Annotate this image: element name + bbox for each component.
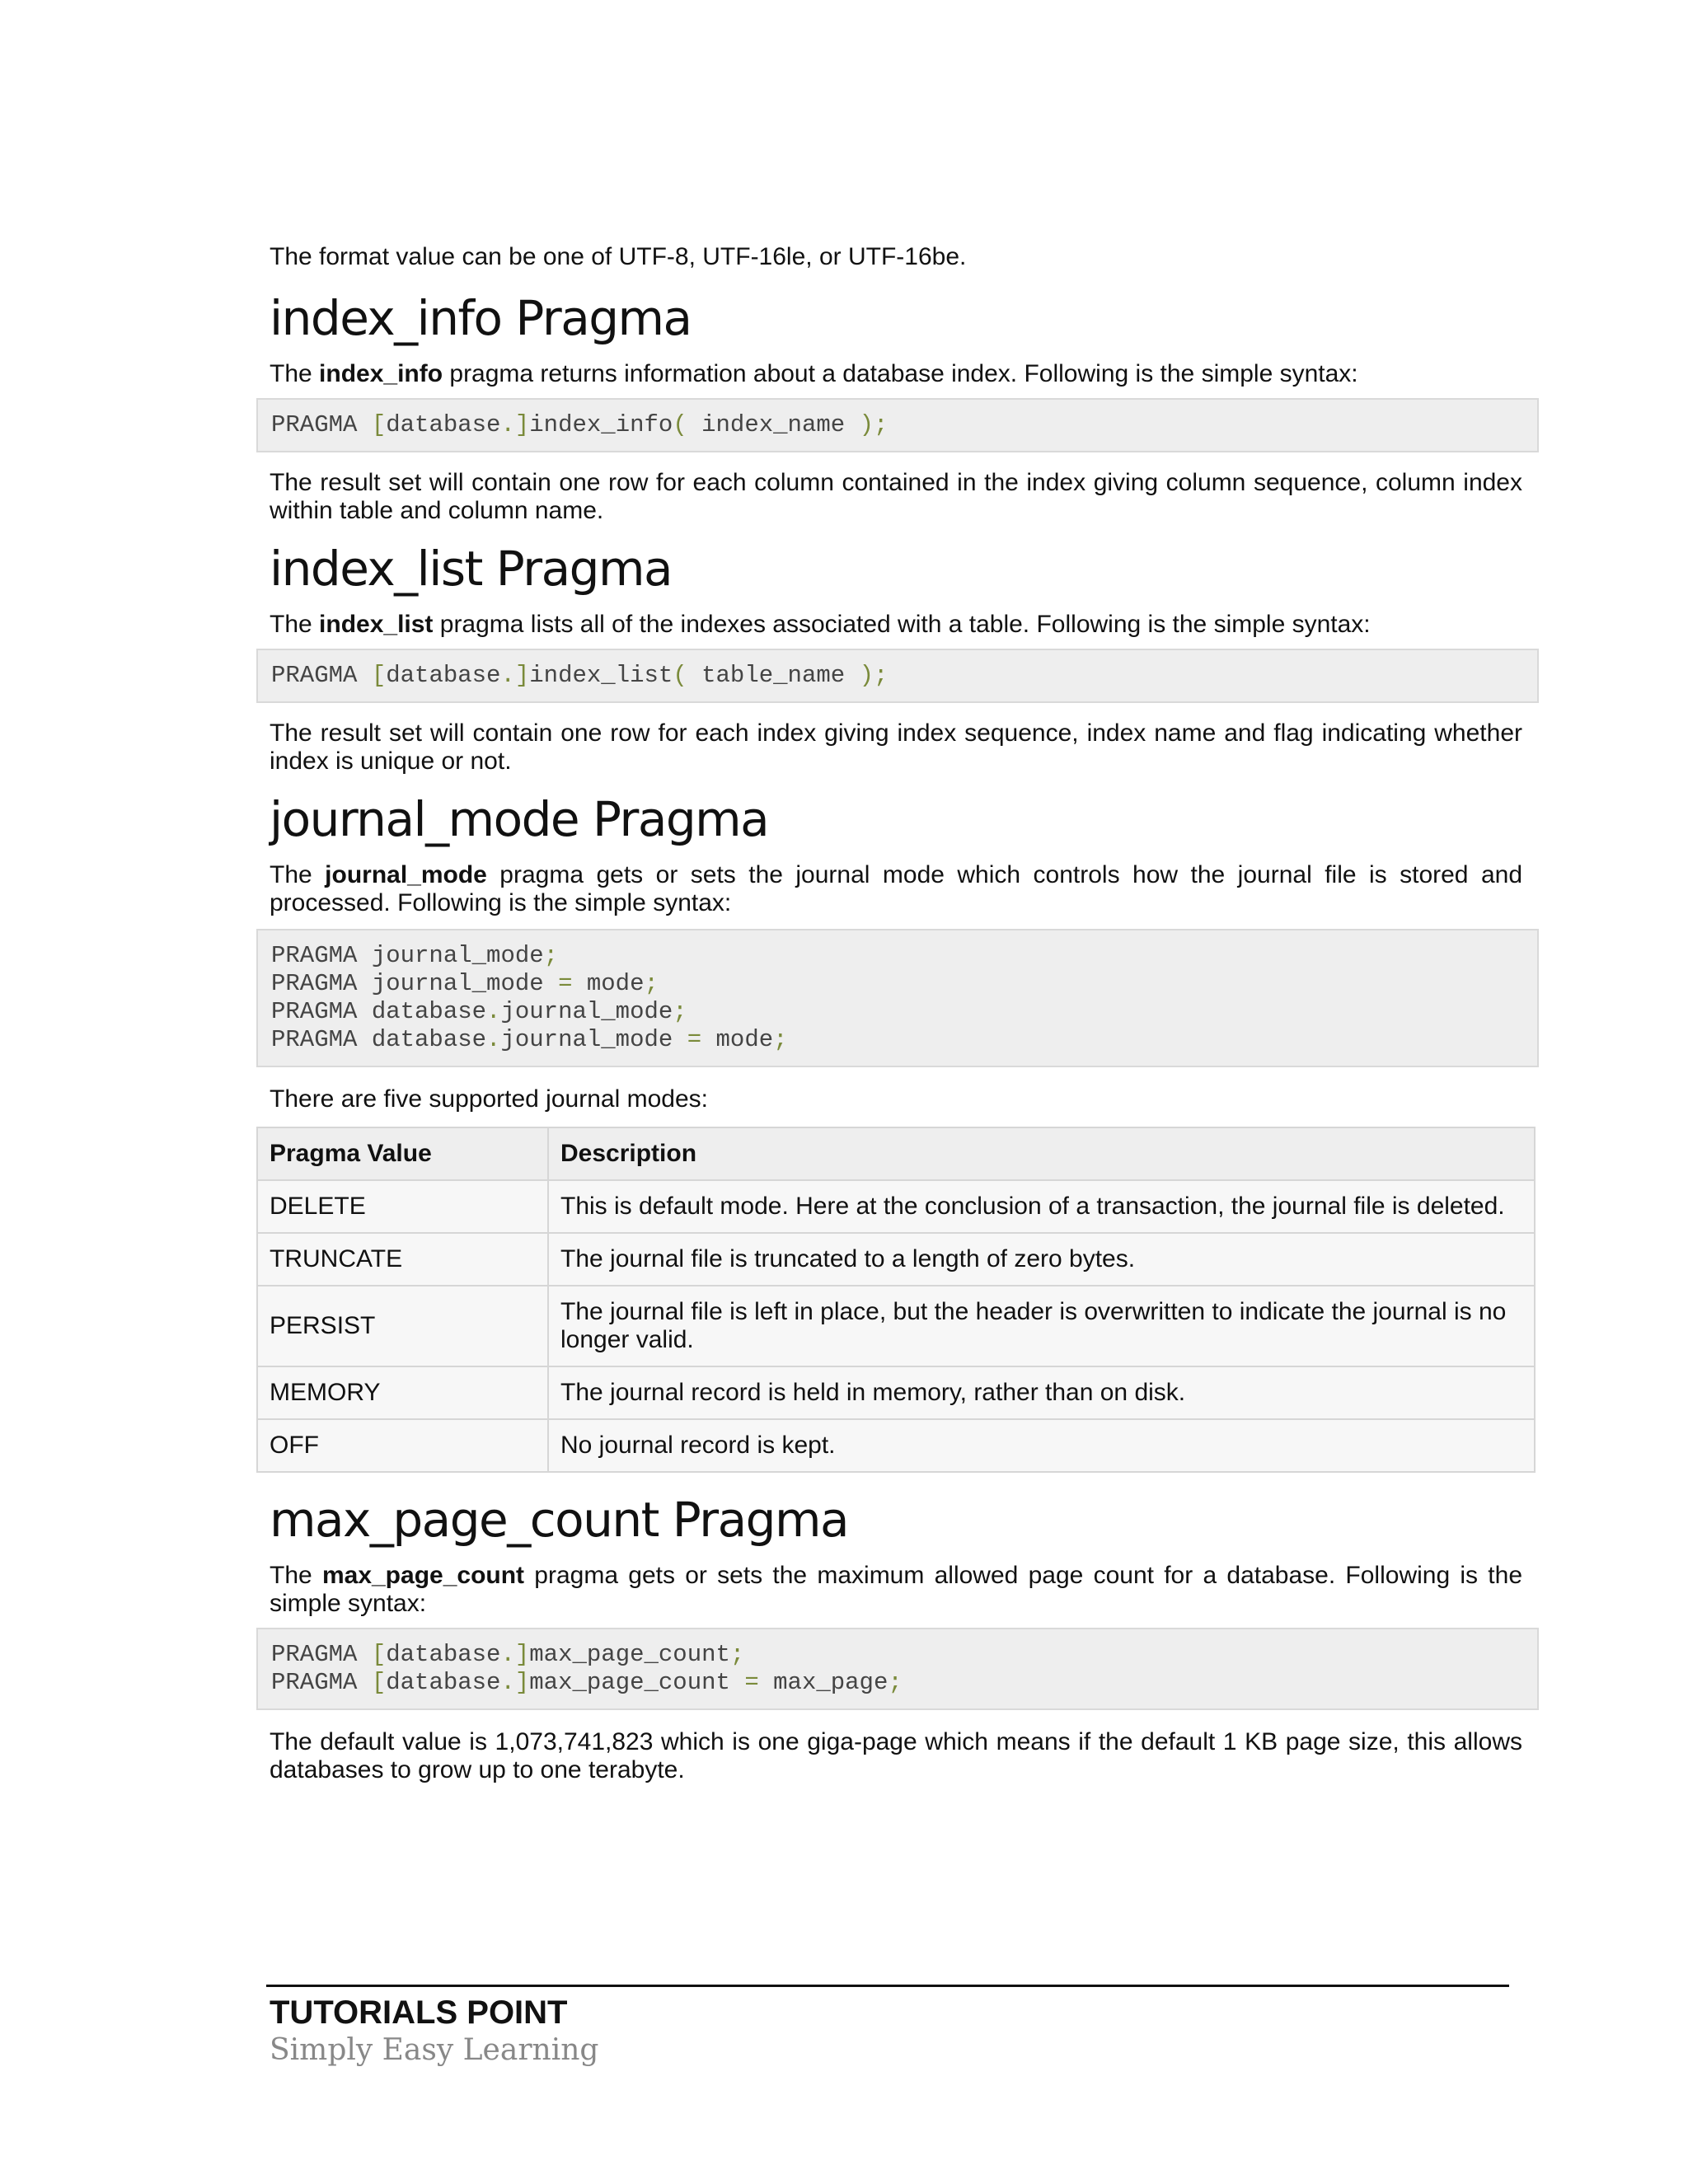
description-cell: The journal file is truncated to a length of zero bytes.: [548, 1233, 1535, 1286]
code-punctuation: ;: [888, 1669, 903, 1696]
description-cell: The journal record is held in memory, rather than on disk.: [548, 1366, 1535, 1419]
pragma-name: journal_mode: [325, 861, 487, 888]
description-cell: No journal record is kept.: [548, 1419, 1535, 1472]
column-header: Pragma Value: [257, 1127, 548, 1180]
column-header: Description: [548, 1127, 1535, 1180]
section-heading-index-info: index_info Pragma: [270, 290, 692, 346]
code-punctuation: .]: [500, 662, 530, 689]
code-token: database: [386, 662, 501, 689]
code-token: PRAGMA journal_mode: [271, 970, 559, 997]
code-punctuation: .]: [500, 1641, 530, 1668]
footer-brand: TUTORIALS POINT: [270, 1994, 568, 2031]
description-prefix: The: [270, 861, 326, 888]
code-punctuation: .]: [500, 411, 530, 438]
table-row: [257, 1233, 1535, 1286]
description-prefix: The: [270, 611, 320, 638]
pragma-value-cell: PERSIST: [257, 1286, 548, 1366]
code-block: [256, 398, 1539, 452]
code-punctuation: (: [673, 662, 687, 689]
pragma-value-cell: MEMORY: [257, 1366, 548, 1419]
code-punctuation: ;: [773, 1026, 788, 1053]
code-token: max_page_count: [529, 1641, 730, 1668]
code-token: max_page: [758, 1669, 889, 1696]
code-line: [271, 662, 1524, 690]
code-token: mode: [701, 1026, 774, 1053]
code-block: [256, 929, 1539, 1067]
code-punctuation: =: [687, 1026, 702, 1053]
code-punctuation: [: [371, 1641, 387, 1668]
footer-tagline: Simply Easy Learning: [270, 2033, 599, 2067]
code-punctuation: (: [673, 411, 687, 438]
result-description: The default value is 1,073,741,823 which is one giga-page which means if the default 1 KB page size, this allows databases to grow up to one terabyte.: [270, 1728, 1522, 1783]
table-row: [257, 1180, 1535, 1233]
table-row: [257, 1419, 1535, 1472]
modes-intro: There are five supported journal modes:: [270, 1085, 708, 1113]
code-token: database: [386, 411, 501, 438]
table-row: [257, 1286, 1535, 1366]
section-heading-journal-mode: journal_mode Pragma: [270, 791, 769, 847]
code-block: [256, 1628, 1539, 1710]
code-token: index_list: [529, 662, 673, 689]
code-line: [271, 411, 1524, 439]
footer-rule: [266, 1985, 1509, 1987]
code-punctuation: ;: [673, 998, 687, 1025]
section-description: [270, 611, 1522, 639]
code-token: journal_mode: [500, 998, 673, 1025]
code-token: journal_mode: [500, 1026, 687, 1053]
code-punctuation: [: [371, 662, 387, 689]
result-description: The result set will contain one row for each column contained in the index giving column sequence, column index within table and column name.: [270, 469, 1522, 524]
document-content: [270, 243, 1522, 1784]
code-punctuation: [: [371, 411, 387, 438]
description-suffix: pragma returns information about a database index. Following is the simple syntax:: [443, 360, 1358, 387]
code-line: [271, 1026, 1524, 1054]
code-punctuation: .: [486, 1026, 501, 1053]
section-heading-index-list: index_list Pragma: [270, 541, 673, 597]
code-punctuation: );: [859, 411, 889, 438]
code-token: index_name: [687, 411, 860, 438]
description-suffix: pragma lists all of the indexes associated with a table. Following is the simple syntax:: [433, 611, 1371, 638]
code-punctuation: =: [558, 970, 573, 997]
code-line: [271, 970, 1524, 998]
code-token: PRAGMA: [271, 662, 372, 689]
code-token: database: [386, 1669, 501, 1696]
code-punctuation: ;: [729, 1641, 745, 1668]
code-token: max_page_count: [529, 1669, 745, 1696]
code-token: PRAGMA: [271, 411, 372, 438]
code-line: [271, 998, 1524, 1026]
code-token: mode: [572, 970, 645, 997]
description-prefix: The: [270, 1562, 322, 1589]
code-token: PRAGMA: [271, 1669, 372, 1696]
pragma-value-cell: TRUNCATE: [257, 1233, 548, 1286]
pragma-value-cell: OFF: [257, 1419, 548, 1472]
table-header-row: [257, 1127, 1535, 1180]
code-token: PRAGMA database: [271, 998, 487, 1025]
section-description: [270, 360, 1522, 388]
table-row: [257, 1366, 1535, 1419]
section-heading-max-page-count: max_page_count Pragma: [270, 1492, 848, 1548]
code-line: [271, 1641, 1524, 1669]
description-suffix: pragma gets or sets the maximum allowed page count for a database. Following is the simple syntax:: [270, 1562, 1523, 1617]
code-line: [271, 1669, 1524, 1697]
code-token: PRAGMA journal_mode: [271, 942, 544, 969]
code-token: table_name: [687, 662, 860, 689]
pragma-name: max_page_count: [321, 1562, 525, 1589]
result-description: The result set will contain one row for each index giving index sequence, index name and flag indicating whether index is unique or not.: [270, 719, 1522, 775]
code-punctuation: ;: [543, 942, 559, 969]
section-description: [270, 1562, 1522, 1618]
description-cell: This is default mode. Here at the conclusion of a transaction, the journal file is deleted.: [548, 1180, 1535, 1233]
intro-text: The format value can be one of UTF-8, UTF-16le, or UTF-16be.: [270, 243, 967, 270]
code-token: index_info: [529, 411, 673, 438]
section-description: [270, 861, 1522, 917]
code-token: PRAGMA: [271, 1641, 372, 1668]
description-prefix: The: [270, 360, 320, 387]
code-punctuation: ;: [644, 970, 659, 997]
code-line: [271, 942, 1524, 970]
code-punctuation: );: [859, 662, 889, 689]
code-punctuation: [: [371, 1669, 387, 1696]
code-punctuation: =: [744, 1669, 759, 1696]
pragma-name: index_list: [319, 611, 434, 638]
pragma-name: index_info: [319, 360, 443, 387]
code-punctuation: .]: [500, 1669, 530, 1696]
code-punctuation: .: [486, 998, 501, 1025]
code-token: database: [386, 1641, 501, 1668]
code-block: [256, 649, 1539, 703]
journal-modes-table: [256, 1127, 1536, 1473]
pragma-value-cell: DELETE: [257, 1180, 548, 1233]
description-cell: The journal file is left in place, but the header is overwritten to indicate the journal is no longer valid.: [548, 1286, 1535, 1366]
description-suffix: pragma gets or sets the journal mode which controls how the journal file is stored and processed. Following is the simple syntax:: [270, 861, 1522, 916]
code-token: PRAGMA database: [271, 1026, 487, 1053]
